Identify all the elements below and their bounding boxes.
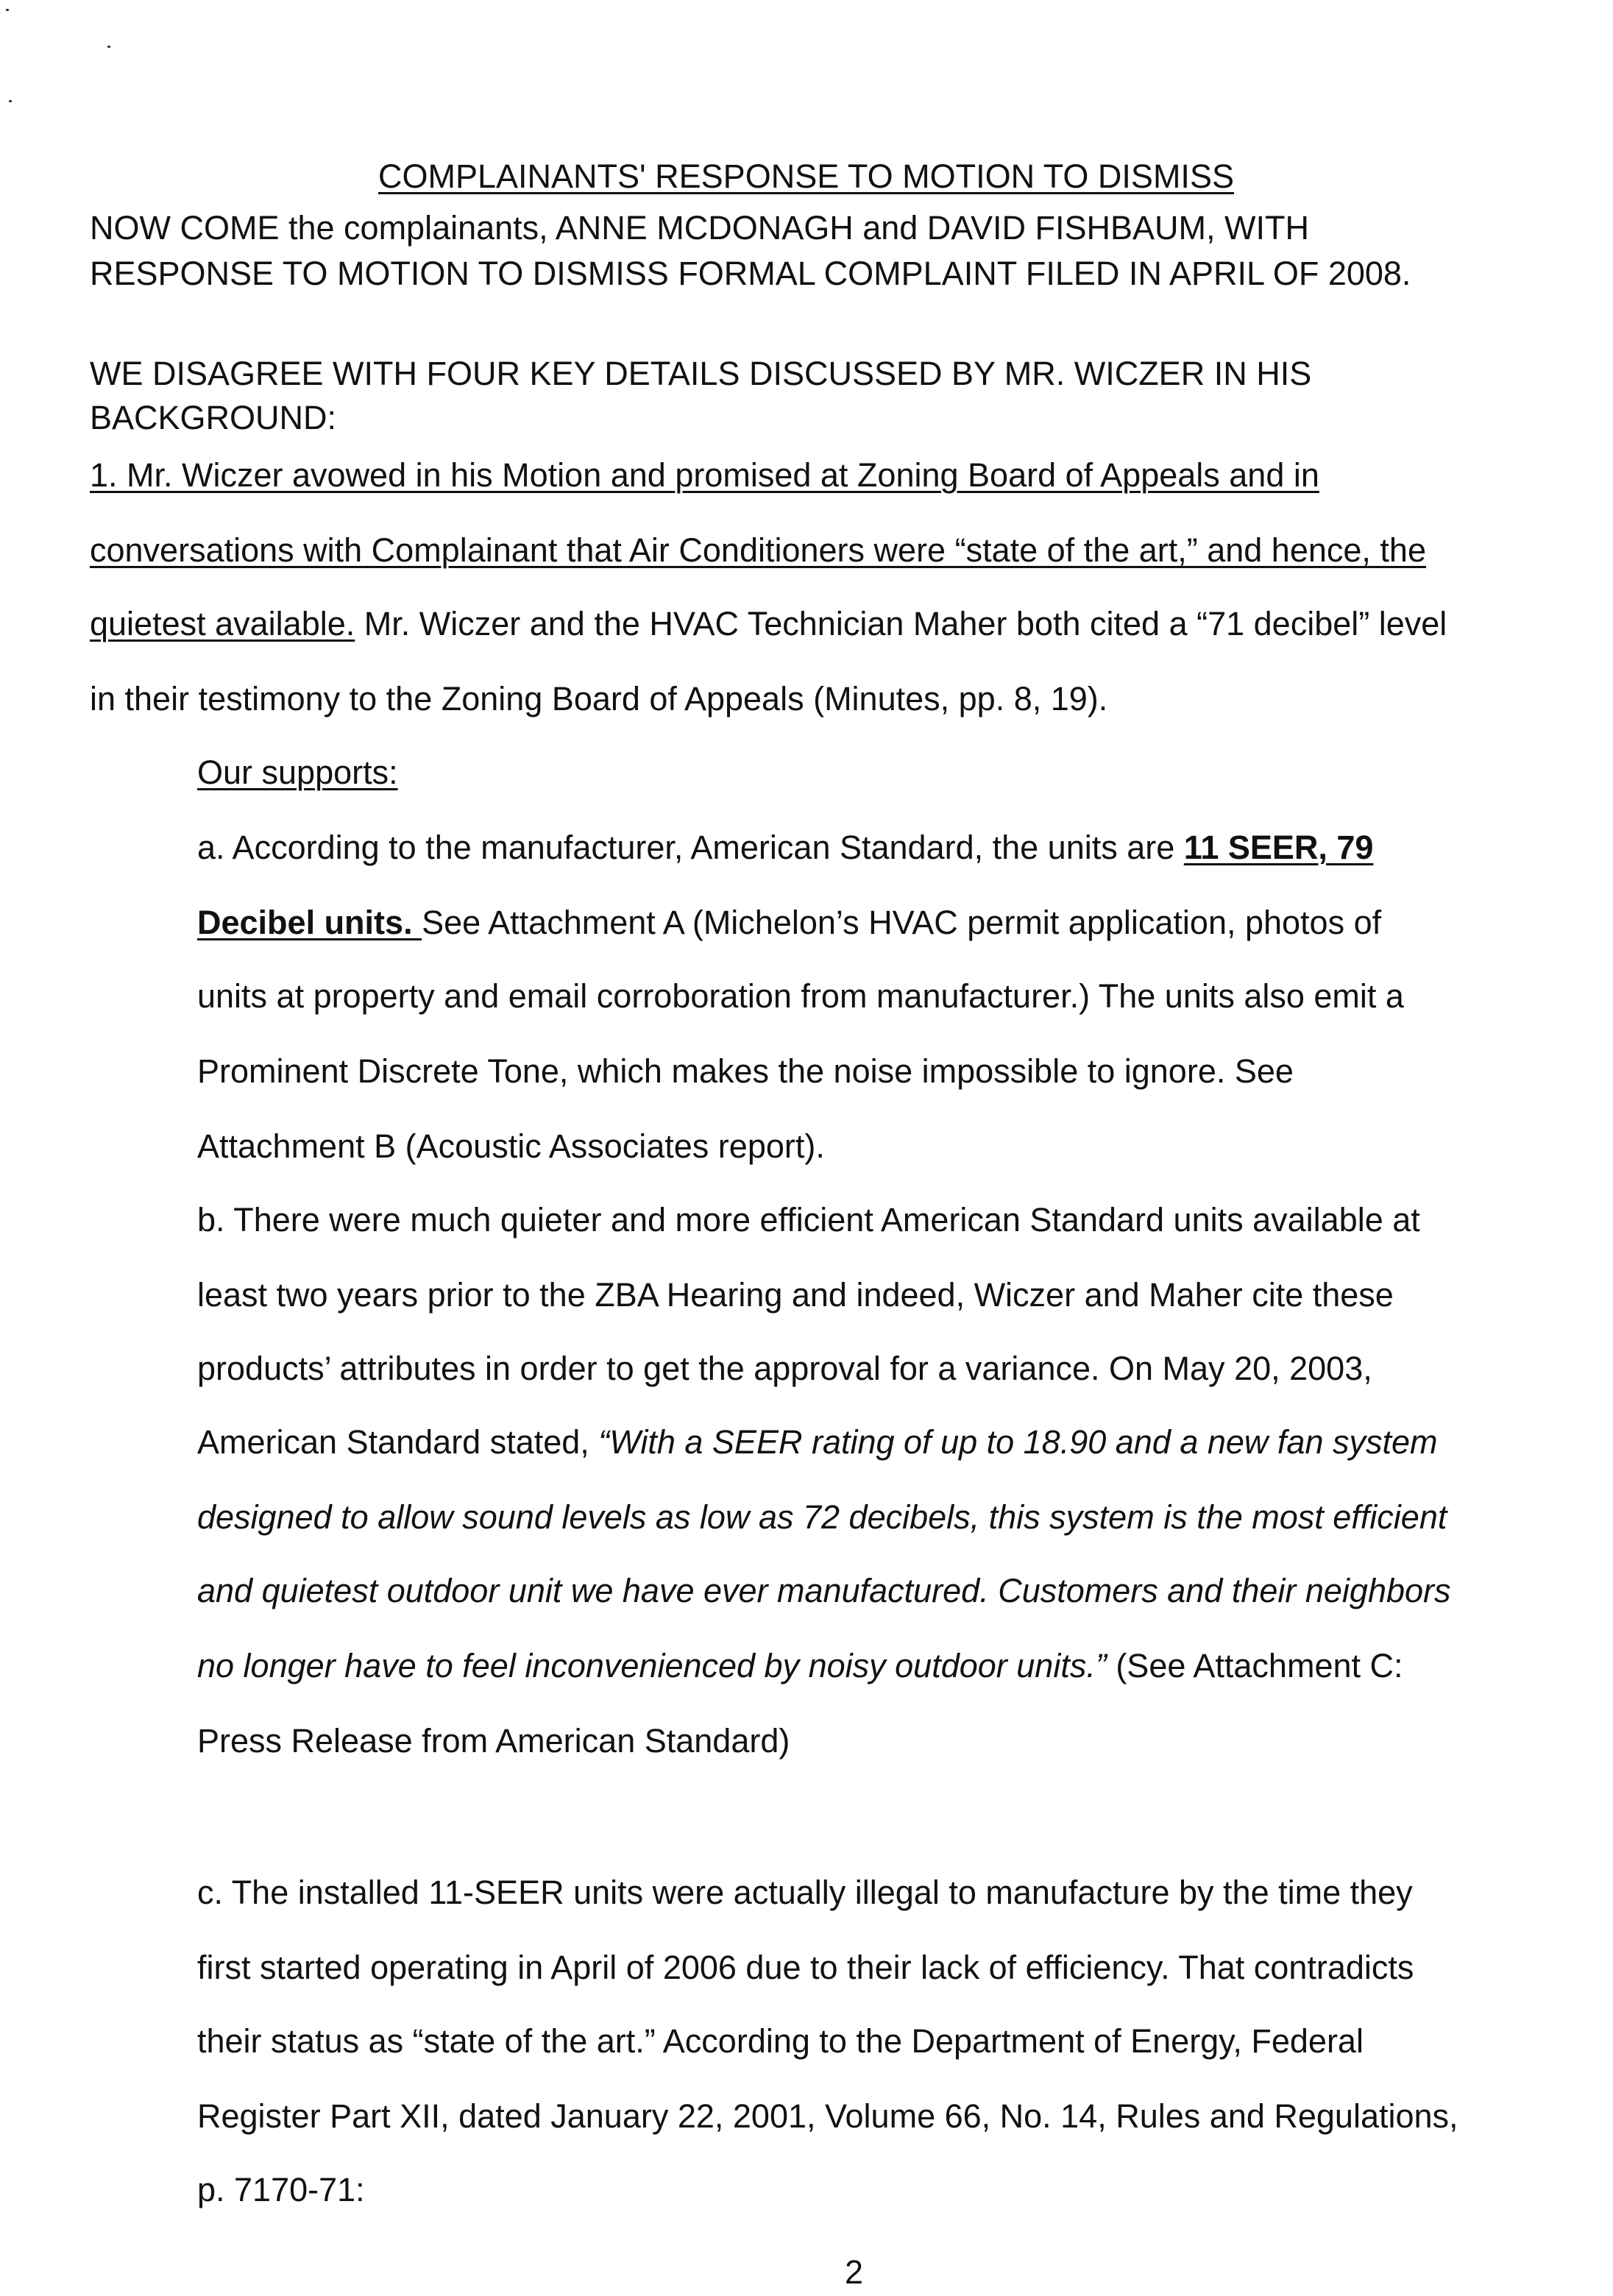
item-c-line-1: c. The installed 11-SEER units were actually illegal to manufacture by the time they: [197, 1874, 1413, 1911]
point-1-line-2: conversations with Complainant that Air Conditioners were “state of the art,” and hence, the: [90, 531, 1426, 569]
item-b-quote-start: “With a SEER rating of up to 18.90 and a new fan system: [598, 1423, 1438, 1461]
item-a-line-5: Attachment B (Acoustic Associates report).: [197, 1127, 825, 1165]
item-b-line-1: b. There were much quieter and more efficient American Standard units available at: [197, 1201, 1420, 1239]
point-1-underlined-phrase: quietest available.: [90, 605, 355, 642]
item-b-quote-end: no longer have to feel inconvenienced by noisy outdoor units.”: [197, 1647, 1107, 1684]
item-b-line-7-rest: (See Attachment C:: [1106, 1647, 1403, 1684]
item-a-line-2-rest: See Attachment A (Michelon’s HVAC permit application, photos of: [422, 904, 1382, 941]
document-title: COMPLAINANTS' RESPONSE TO MOTION TO DISMISS: [378, 157, 1234, 195]
disagree-line-2: BACKGROUND:: [90, 399, 337, 436]
point-1-line-3: [90, 603, 1447, 645]
item-c-line-2: first started operating in April of 2006 due to their lack of efficiency. That contradicts: [197, 1949, 1414, 1986]
item-a-line-3: units at property and email corroboration from manufacturer.) The units also emit a: [197, 977, 1404, 1015]
item-a-line-4: Prominent Discrete Tone, which makes the noise impossible to ignore. See: [197, 1052, 1294, 1090]
item-c-line-3: their status as “state of the art.” According to the Department of Energy, Federal: [197, 2022, 1364, 2060]
item-c-line-5: p. 7170-71:: [197, 2171, 365, 2208]
point-1-line-3-rest: Mr. Wiczer and the HVAC Technician Maher both cited a “71 decibel” level: [355, 605, 1447, 642]
item-b-line-6: and quietest outdoor unit we have ever manufactured. Customers and their neighbors: [197, 1572, 1451, 1609]
item-c-line-4: Register Part XII, dated January 22, 2001, Volume 66, No. 14, Rules and Regulations,: [197, 2097, 1458, 2135]
point-1-line-4: in their testimony to the Zoning Board of Appeals (Minutes, pp. 8, 19).: [90, 680, 1108, 718]
point-1-line-1: 1. Mr. Wiczer avowed in his Motion and promised at Zoning Board of Appeals and in: [90, 456, 1319, 494]
intro-line-1: NOW COME the complainants, ANNE MCDONAGH and DAVID FISHBAUM, WITH: [90, 209, 1309, 247]
item-b-line-5: designed to allow sound levels as low as 72 decibels, this system is the most efficient: [197, 1498, 1447, 1536]
scan-speck: [9, 100, 12, 102]
item-b-line-4-prefix: American Standard stated,: [197, 1423, 599, 1461]
item-b-line-8: Press Release from American Standard): [197, 1722, 790, 1760]
supports-heading: Our supports:: [197, 754, 398, 791]
item-a-line-1: [197, 827, 1373, 868]
item-b-line-3: products’ attributes in order to get the approval for a variance. On May 20, 2003,: [197, 1350, 1372, 1387]
item-a-line-2: [197, 902, 1381, 943]
item-b-line-7: [197, 1645, 1403, 1687]
disagree-line-1: WE DISAGREE WITH FOUR KEY DETAILS DISCUSSED BY MR. WICZER IN HIS: [90, 355, 1312, 392]
page-number: 2: [845, 2253, 864, 2291]
scan-speck: [107, 46, 110, 48]
item-a-emphasis-2: Decibel units.: [197, 904, 422, 941]
intro-line-2: RESPONSE TO MOTION TO DISMISS FORMAL COMPLAINT FILED IN APRIL OF 2008.: [90, 255, 1411, 292]
scan-speck: [6, 9, 9, 11]
item-b-line-2: least two years prior to the ZBA Hearing and indeed, Wiczer and Maher cite these: [197, 1276, 1394, 1314]
item-a-emphasis-1: 11 SEER, 79: [1183, 829, 1374, 866]
item-a-line-1-prefix: a. According to the manufacturer, American Standard, the units are: [197, 829, 1184, 866]
item-b-line-4: [197, 1422, 1438, 1463]
